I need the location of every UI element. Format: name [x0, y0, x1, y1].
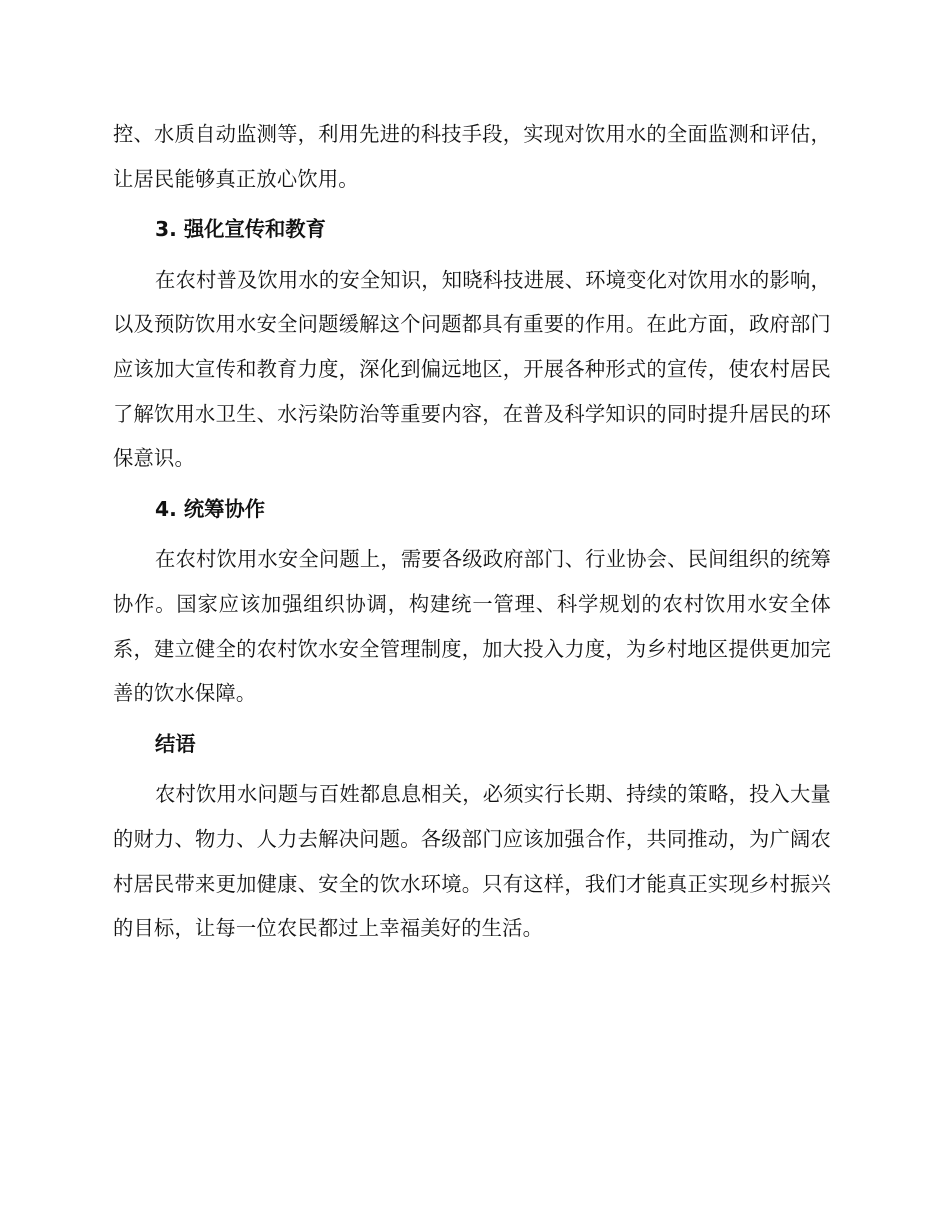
paragraph-publicity-education: 在农村普及饮用水的安全知识，知晓科技进展、环境变化对饮用水的影响，以及预防饮用水安全问题缓解这个问题都具有重要的作用。在此方面，政府部门应该加大宣传和教育力度，深化到偏远地区，开展各种形式的宣传，使农村居民了解饮用水卫生、水污染防治等重要内容，在普及科学知识的同时提升居民的环保意识。 [113, 267, 831, 471]
section-heading-3: 3. 强化宣传和教育 [155, 217, 326, 242]
section-heading-conclusion: 结语 [155, 731, 196, 756]
document-page [113, 112, 831, 951]
paragraph-coordination: 在农村饮用水安全问题上，需要各级政府部门、行业协会、民间组织的统筹协作。国家应该加强组织协调，构建统一管理、科学规划的农村饮用水安全体系，建立健全的农村饮水安全管理制度，加大投入力度，为乡村地区提供更加完善的饮水保障。 [113, 547, 831, 706]
paragraph-conclusion: 农村饮用水问题与百姓都息息相关，必须实行长期、持续的策略，投入大量的财力、物力、人力去解决问题。各级部门应该加强合作，共同推动，为广阔农村居民带来更加健康、安全的饮水环境。只有这样，我们才能真正实现乡村振兴的目标，让每一位农民都过上幸福美好的生活。 [113, 782, 831, 941]
paragraph-continuation: 控、水质自动监测等，利用先进的科技手段，实现对饮用水的全面监测和评估，让居民能够真正放心饮用。 [113, 122, 831, 191]
section-heading-4: 4. 统筹协作 [155, 496, 266, 521]
